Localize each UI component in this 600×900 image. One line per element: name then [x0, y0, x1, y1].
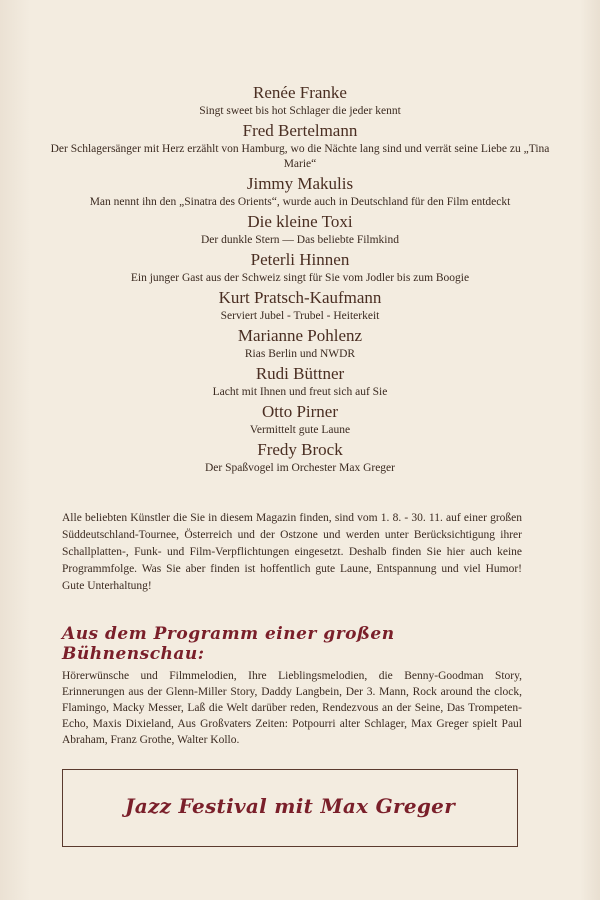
jazz-festival-banner	[62, 769, 518, 847]
artist-name: Otto Pirner	[261, 402, 339, 421]
artist-name: Fredy Brock	[257, 440, 343, 459]
artist-name: Peterli Hinnen	[250, 250, 350, 269]
artist-description: Der dunkle Stern — Das beliebte Filmkind	[200, 234, 400, 246]
program-heading: Aus dem Programm einer großen Bühnenschau:	[62, 624, 395, 664]
intro-paragraph: Alle beliebten Künstler die Sie in diesem Magazin finden, sind vom 1. 8. - 30. 11. auf einer großen Süddeutschland-Tournee, Österreich und der Ostzone und werden unter Berücksichtigung ihrer Schallplatten-, Funk- und Film-Verpflichtungen eingesetzt. Deshalb finden Sie hier auch keine Programmfolge. Was Sie aber finden ist hoffentlich gute Laune, Entspannung und viel Humor! Gute Unterhaltung!	[62, 512, 522, 592]
artist-name: Fred Bertelmann	[242, 121, 358, 140]
artist-entry	[40, 120, 560, 172]
artist-entry	[40, 325, 560, 362]
artist-description: Singt sweet bis hot Schlager die jeder kennt	[199, 105, 401, 117]
artist-name: Kurt Pratsch-Kaufmann	[218, 288, 382, 307]
artist-entry	[40, 82, 560, 119]
artist-description: Ein junger Gast aus der Schweiz singt für Sie vom Jodler bis zum Boogie	[130, 272, 470, 284]
artist-name: Jimmy Makulis	[246, 174, 354, 193]
artist-description: Vermittelt gute Laune	[249, 424, 351, 436]
program-paragraph: Hörerwünsche und Filmmelodien, Ihre Lieblingsmelodien, die Benny-Goodman Story, Erinnerungen aus der Glenn-Miller Story, Daddy Langbein, Der 3. Mann, Rock around the clock, Flamingo, Macky Messer, Laß die Welt darüber reden, Rendezvous an der Seine, Das Trompeten-Echo, Maxis Dixieland, Aus Großvaters Zeiten: Potpourri alter Schlager, Max Greger spielt Paul Abraham, Franz Grothe, Walter Kollo.	[62, 670, 522, 746]
artist-entry	[40, 211, 560, 248]
banner-title: Jazz Festival mit Max Greger	[124, 794, 456, 818]
artist-list	[40, 82, 560, 477]
artist-name: Marianne Pohlenz	[237, 326, 363, 345]
artist-name: Die kleine Toxi	[247, 212, 353, 231]
artist-description: Rias Berlin und NWDR	[244, 348, 356, 360]
artist-name: Renée Franke	[253, 83, 347, 102]
artist-entry	[40, 363, 560, 400]
artist-description: Lacht mit Ihnen und freut sich auf Sie	[212, 386, 388, 398]
artist-description: Serviert Jubel - Trubel - Heiterkeit	[220, 310, 380, 322]
artist-entry	[40, 287, 560, 324]
artist-entry	[40, 173, 560, 210]
artist-description: Man nennt ihn den „Sinatra des Orients“, wurde auch in Deutschland für den Film entdeckt	[89, 196, 511, 208]
artist-description: Der Spaßvogel im Orchester Max Greger	[204, 462, 395, 474]
artist-description: Der Schlagersänger mit Herz erzählt von Hamburg, wo die Nächte lang sind und verrät seine Liebe zu „Tina Marie“	[50, 143, 550, 170]
artist-entry	[40, 249, 560, 286]
artist-entry	[40, 401, 560, 438]
artist-name: Rudi Büttner	[255, 364, 345, 383]
artist-entry	[40, 439, 560, 476]
